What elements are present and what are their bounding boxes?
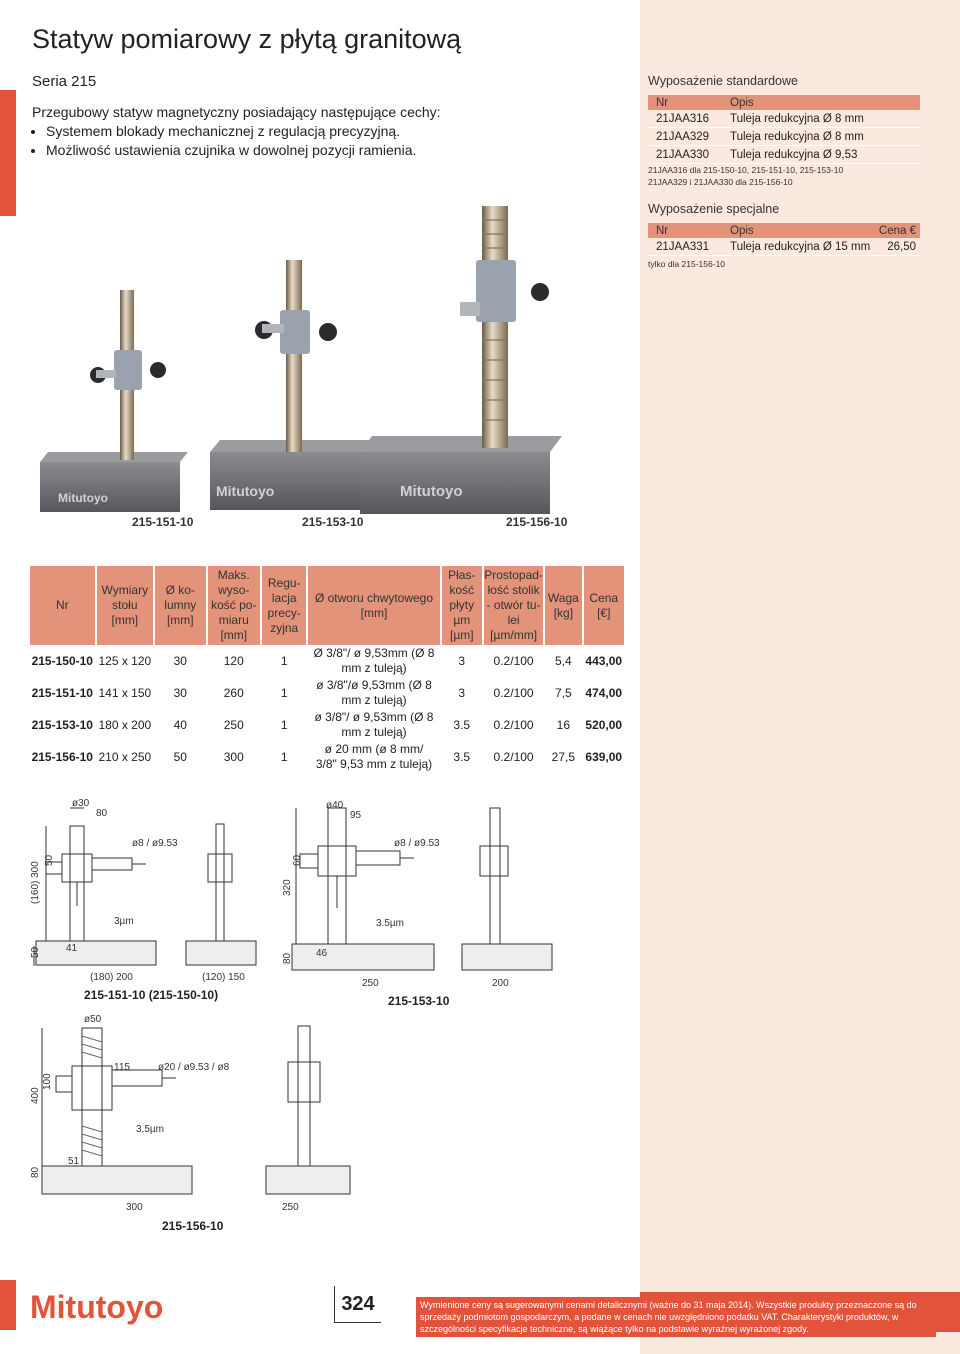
feature-item: • Systemem blokady mechanicznej z regulacją precyzyjną.: [46, 122, 452, 141]
dim-label: ø40: [326, 800, 344, 811]
cell-flatness: 3: [458, 653, 466, 668]
cell-perp: 0.2/100: [493, 717, 534, 732]
cell-column: 40: [173, 717, 187, 732]
cell-hole: ø 3/8"/ø 9,53mm (Ø 8 mm z tuleją): [316, 678, 432, 707]
cell-nr: 21JAA316: [648, 110, 726, 128]
dim-label: ø8 / ø9.53: [132, 838, 178, 849]
cell-price: 520,00: [585, 717, 623, 732]
dim-label: 300: [126, 1202, 143, 1213]
dim-label: 250: [362, 978, 379, 989]
cell-weight: 16: [556, 717, 571, 732]
cell-hole: ø 3/8"/ ø 9,53mm (Ø 8 mm z tuleją): [314, 710, 434, 739]
dim-label: 3.5µm: [376, 918, 404, 929]
col-header-opis: Opis: [726, 223, 874, 238]
cell-reg: 1: [280, 749, 288, 764]
cell-max: 250: [223, 717, 244, 732]
dim-label: 50: [30, 946, 41, 958]
dim-label: 3µm: [114, 916, 134, 927]
dim-label: ø30: [72, 798, 90, 809]
table-row: [30, 677, 624, 709]
cell-weight: 5,4: [555, 653, 572, 668]
col-header-waga: Waga [kg]: [545, 566, 581, 645]
table-row: [648, 146, 920, 164]
technical-drawing-215-151-10: [26, 796, 276, 1006]
cell-nr: 215-151-10: [31, 685, 93, 700]
note-line: 21JAA316 dla 215-150-10, 215-151-10, 215-153-10: [648, 165, 844, 175]
table-row: [30, 709, 624, 741]
col-header-cena: Cena €: [874, 223, 920, 238]
cell-opis: Tuleja redukcyjna Ø 8 mm: [726, 110, 920, 128]
cell-nr: 215-150-10: [31, 653, 93, 668]
product-photo: [30, 190, 630, 540]
page-number: 324: [334, 1286, 381, 1323]
table-row: [30, 645, 624, 677]
cell-nr: 215-153-10: [31, 717, 93, 732]
page-title: Statyw pomiarowy z płytą granitową: [32, 24, 462, 54]
cell-perp: 0.2/100: [493, 749, 534, 764]
dim-label: 50: [44, 854, 55, 866]
table-row: [648, 238, 920, 256]
cell-nr: 215-156-10: [31, 749, 93, 764]
drawing-label: 215-153-10: [388, 994, 450, 1008]
cell-weight: 27,5: [551, 749, 576, 764]
dim-label: 115: [114, 1062, 130, 1073]
cell-hole: ø 20 mm (ø 8 mm/ 3/8" 9,53 mm z tuleją): [315, 742, 433, 771]
cell-flatness: 3: [458, 685, 466, 700]
cell-weight: 7,5: [555, 685, 572, 700]
dim-label: ø50: [84, 1014, 102, 1025]
cell-dims: 141 x 150: [98, 685, 152, 700]
dim-label: 250: [282, 1202, 299, 1213]
standard-accessories-table: [648, 95, 920, 164]
dim-label: 200: [492, 978, 509, 989]
cell-nr: 21JAA329: [648, 128, 726, 146]
dim-label: (160) 300: [30, 861, 41, 904]
photo-brand: Mitutoyo: [400, 483, 463, 500]
note-line: 21JAA329 i 21JAA330 dla 215-156-10: [648, 177, 793, 187]
col-header-regulacja: Regu- lacja precy- zyjna: [262, 566, 306, 645]
cell-reg: 1: [280, 717, 288, 732]
cell-nr: 21JAA331: [648, 238, 726, 256]
dim-label: 100: [42, 1073, 53, 1090]
technical-drawing-215-156-10: [26, 1006, 366, 1238]
cell-max: 120: [223, 653, 244, 668]
intro-text: [32, 103, 452, 160]
series-label: Seria 215: [32, 73, 97, 90]
dim-label: 3.5µm: [136, 1124, 164, 1135]
drawing-label: 215-156-10: [162, 1219, 224, 1233]
col-header-nr: Nr: [30, 566, 95, 645]
dim-label: 80: [96, 808, 108, 819]
photo-brand: Mitutoyo: [58, 491, 108, 505]
dim-label: 41: [66, 943, 78, 954]
cell-perp: 0.2/100: [493, 653, 534, 668]
col-header-plaskosc: Płas- kość płyty µm [µm]: [442, 566, 482, 645]
table-header-row: [30, 566, 624, 645]
table-header-row: [648, 223, 920, 238]
cell-dims: 180 x 200: [98, 717, 152, 732]
logo-text: Mitutoyo: [30, 1289, 164, 1325]
feature-list: [32, 122, 452, 160]
mitutoyo-logo: [30, 1286, 180, 1326]
table-header-row: [648, 95, 920, 110]
red-accent-bar: [0, 90, 16, 216]
col-header-opis: Opis: [726, 95, 920, 110]
standard-note: [648, 164, 843, 188]
cell-opis: Tuleja redukcyjna Ø 9,53: [726, 146, 920, 164]
photo-brand: Mitutoyo: [216, 483, 275, 499]
standard-accessories-title: Wyposażenie standardowe: [648, 74, 798, 88]
cell-nr: 21JAA330: [648, 146, 726, 164]
feature-item: • Możliwość ustawienia czujnika w dowolnej pozycji ramienia.: [46, 141, 452, 160]
cell-max: 260: [223, 685, 244, 700]
cell-dims: 210 x 250: [98, 749, 152, 764]
col-header-max-height: Maks. wyso- kość po- miaru [mm]: [208, 566, 260, 645]
cell-column: 30: [173, 653, 187, 668]
photo-label: 215-151-10: [132, 515, 194, 529]
cell-hole: Ø 3/8"/ ø 9,53mm (Ø 8 mm z tuleją): [313, 646, 435, 675]
technical-drawing-215-153-10: [278, 796, 568, 1012]
intro-lead: Przegubowy statyw magnetyczny posiadający następujące cechy:: [32, 104, 441, 120]
dim-label: 46: [316, 948, 328, 959]
col-header-kolumna: Ø ko- lumny [mm]: [155, 566, 205, 645]
special-accessories-table: [648, 223, 920, 256]
cell-price: 639,00: [585, 749, 623, 764]
col-header-nr: Nr: [648, 223, 726, 238]
dim-label: ø20 / ø9.53 / ø8: [158, 1062, 230, 1073]
cell-perp: 0.2/100: [493, 685, 534, 700]
dim-label: (180) 200: [90, 972, 133, 983]
special-accessories-title: Wyposażenie specjalne: [648, 202, 780, 216]
table-row: [648, 128, 920, 146]
dim-label: 95: [350, 810, 362, 821]
col-header-prostopadlosc: Prostopad- łość stolik - otwór tu- lei [µm/mm]: [484, 566, 543, 645]
drawing-label: 215-151-10 (215-150-10): [84, 988, 219, 1002]
dim-label: 60: [292, 854, 303, 866]
dim-label: (120) 150: [202, 972, 245, 983]
cell-max: 300: [223, 749, 244, 764]
cell-flatness: 3.5: [453, 717, 471, 732]
col-header-wymiary: Wymiary stołu [mm]: [97, 566, 154, 645]
cell-opis: Tuleja redukcyjna Ø 15 mm: [726, 238, 874, 256]
dim-label: 51: [68, 1156, 80, 1167]
col-header-otwor: Ø otworu chwytowego [mm]: [308, 566, 439, 645]
dim-label: ø8 / ø9.53: [394, 838, 440, 849]
col-header-cena: Cena [€]: [584, 566, 624, 645]
cell-price: 443,00: [585, 653, 623, 668]
special-note: tylko dla 215-156-10: [648, 259, 726, 269]
dim-label: 80: [30, 1166, 41, 1178]
cell-flatness: 3.5: [453, 749, 471, 764]
cell-reg: 1: [280, 653, 288, 668]
photo-label: 215-153-10: [302, 515, 364, 529]
cell-reg: 1: [280, 685, 288, 700]
photo-label: 215-156-10: [506, 515, 568, 529]
cell-price: 474,00: [585, 685, 623, 700]
dim-label: 320: [282, 879, 293, 896]
cell-dims: 125 x 120: [98, 653, 152, 668]
footer-disclaimer: Wymienione ceny są sugerowanymi cenami detalicznymi (ważne do 31 maja 2014). Wszystkie produkty przeznaczone są do sprzedaży podmiotom gospodarczym, a podane w cenach nie uwzględniono podatku VAT. Charakterystyki produktów, w szczególności specyfikacje techniczne, są wiążące tylko na podstawie wyraźnej wyrażonej zgody.: [416, 1297, 936, 1337]
col-header-nr: Nr: [648, 95, 726, 110]
dim-label: 400: [30, 1087, 41, 1104]
cell-column: 30: [173, 685, 187, 700]
table-row: [30, 741, 624, 773]
red-accent-bar-footer: [0, 1280, 16, 1330]
specification-table: [30, 566, 624, 773]
cell-column: 50: [173, 749, 187, 764]
cell-opis: Tuleja redukcyjna Ø 8 mm: [726, 128, 920, 146]
dim-label: 80: [282, 952, 293, 964]
cell-cena: 26,50: [874, 238, 920, 256]
table-row: [648, 110, 920, 128]
